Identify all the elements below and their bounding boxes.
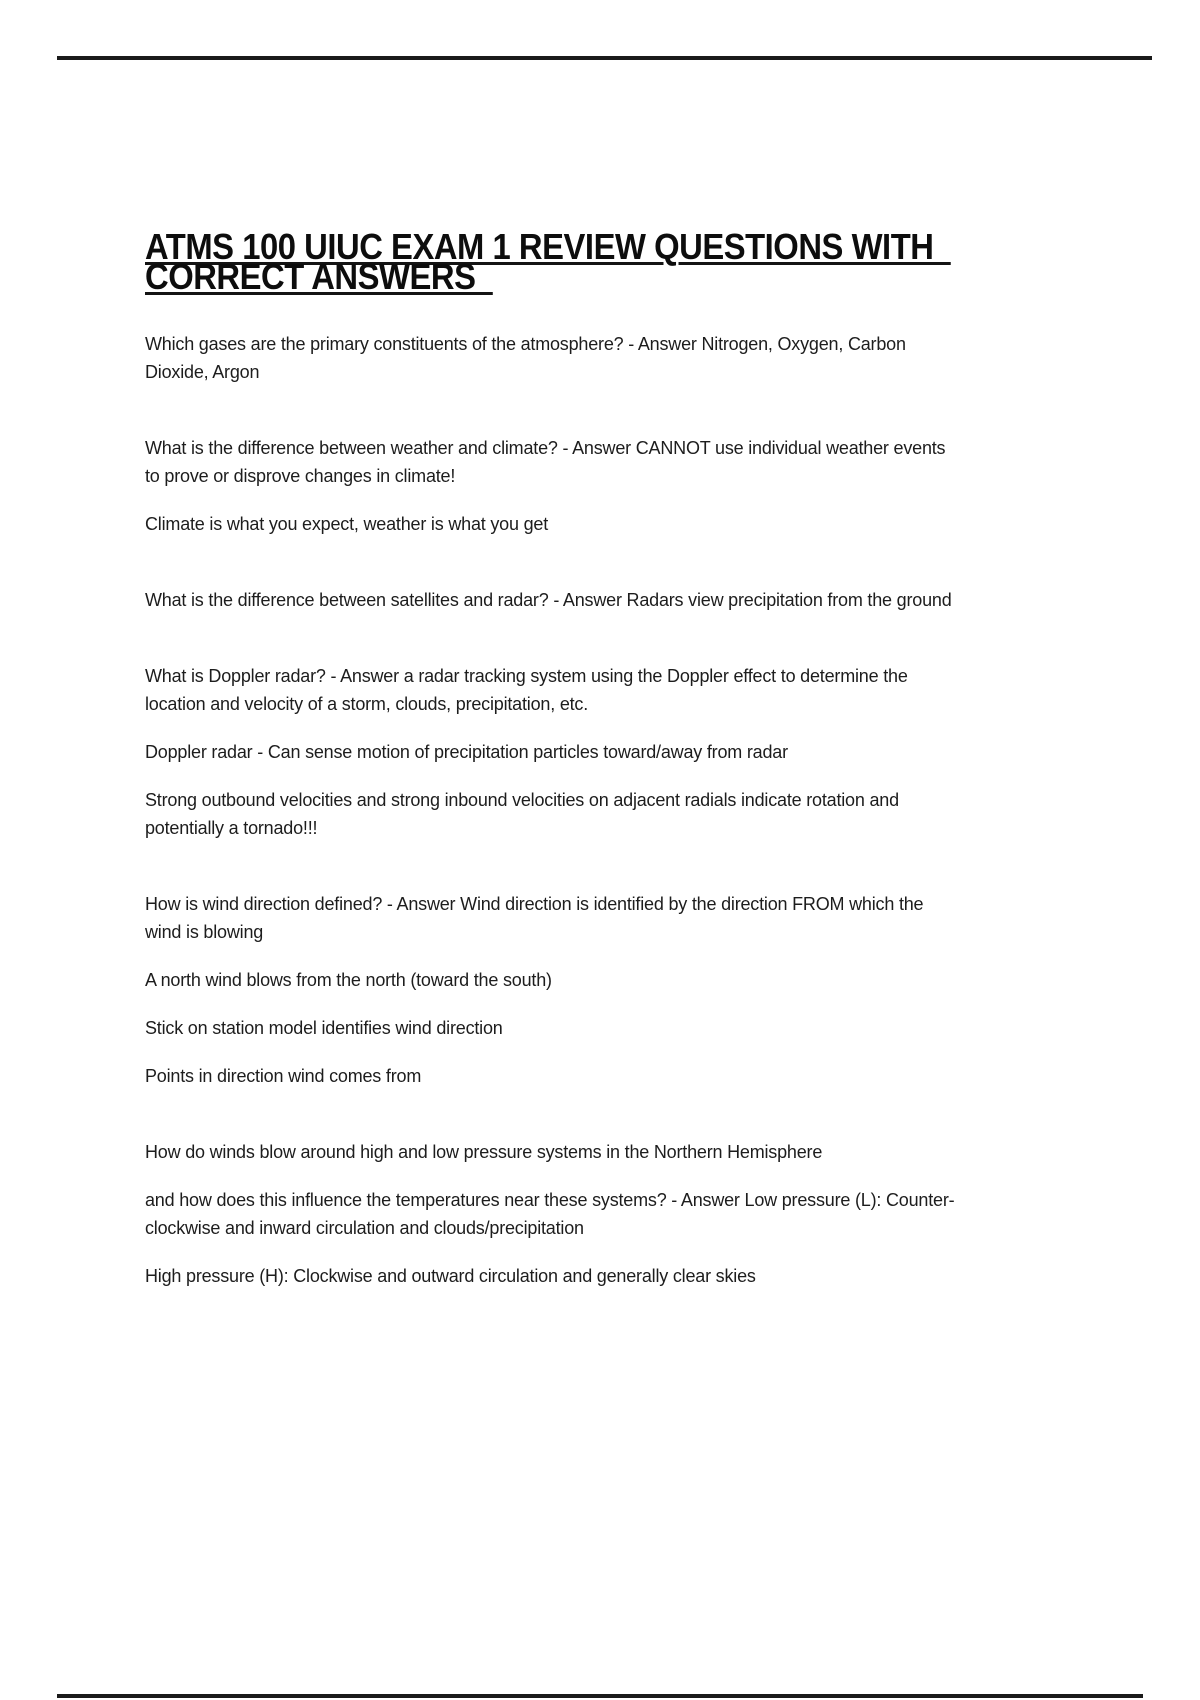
qa-paragraph: How is wind direction defined? - Answer Wind direction is identified by the direction FROM which the wind is blowing	[145, 894, 924, 942]
qa-group-pressure-systems	[145, 1138, 1105, 1290]
qa-group-satellites-vs-radar	[145, 586, 1105, 614]
document-content	[145, 226, 1105, 1338]
qa-paragraph: Strong outbound velocities and strong inbound velocities on adjacent radials indicate rotation and potentially a tornado!!!	[145, 790, 899, 838]
qa-paragraph: Climate is what you expect, weather is what you get	[145, 514, 549, 534]
qa-group-doppler-radar	[145, 662, 1105, 842]
qa-paragraph: What is Doppler radar? - Answer a radar tracking system using the Doppler effect to determine the location and velocity of a storm, clouds, precipitation, etc.	[145, 666, 908, 714]
qa-group-weather-vs-climate	[145, 434, 1105, 538]
footer-rule	[57, 1694, 1143, 1698]
qa-paragraph: What is the difference between satellites and radar? - Answer Radars view precipitation from the ground	[145, 590, 952, 610]
qa-paragraph: How do winds blow around high and low pressure systems in the Northern Hemisphere	[145, 1142, 823, 1162]
qa-paragraph: Stick on station model identifies wind direction	[145, 1018, 503, 1038]
header-rule	[57, 56, 1152, 60]
qa-paragraph: Which gases are the primary constituents of the atmosphere? - Answer Nitrogen, Oxygen, Carbon Dioxide, Argon	[145, 334, 906, 382]
page-title-line-2: CORRECT ANSWERS	[145, 256, 493, 297]
qa-paragraph: Points in direction wind comes from	[145, 1066, 422, 1086]
qa-group-atmosphere-gases	[145, 330, 1105, 386]
qa-paragraph: What is the difference between weather and climate? - Answer CANNOT use individual weather events to prove or disprove changes in climate!	[145, 438, 946, 486]
qa-paragraph: Doppler radar - Can sense motion of precipitation particles toward/away from radar	[145, 742, 788, 762]
qa-paragraph: High pressure (H): Clockwise and outward circulation and generally clear skies	[145, 1266, 756, 1286]
page-title	[145, 226, 1019, 297]
qa-group-wind-direction	[145, 890, 1105, 1090]
qa-paragraph: A north wind blows from the north (toward the south)	[145, 970, 552, 990]
qa-paragraph: and how does this influence the temperatures near these systems? - Answer Low pressure (L): Counter- clockwise and inward circulation and clouds/precipitation	[145, 1190, 955, 1238]
page-title-line-1: ATMS 100 UIUC EXAM 1 REVIEW QUESTIONS WITH	[145, 226, 951, 267]
